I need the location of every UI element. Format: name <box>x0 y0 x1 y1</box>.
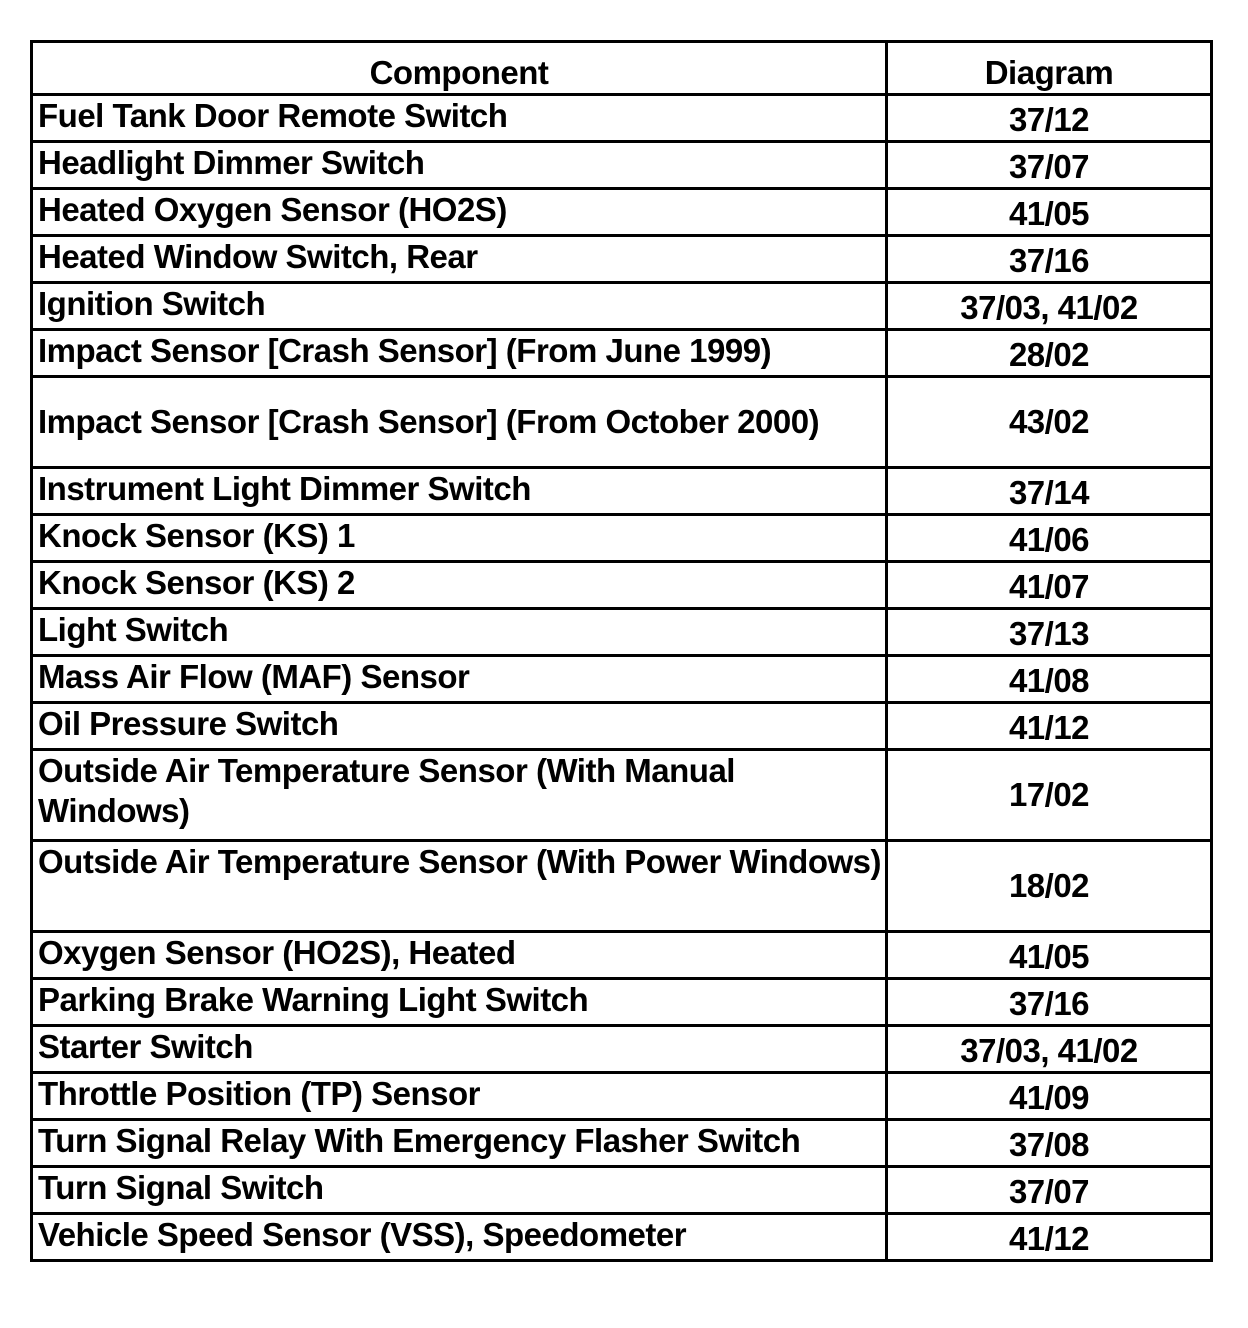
table-row <box>32 189 1212 236</box>
diagram-cell: 18/02 <box>887 841 1212 932</box>
table-row <box>32 656 1212 703</box>
diagram-cell: 37/13 <box>887 609 1212 656</box>
diagram-cell: 41/07 <box>887 562 1212 609</box>
component-cell: Turn Signal Relay With Emergency Flasher Switch <box>32 1120 887 1167</box>
table-row <box>32 95 1212 142</box>
column-header-component: Component <box>32 42 887 95</box>
diagram-cell: 41/08 <box>887 656 1212 703</box>
diagram-cell: 37/14 <box>887 468 1212 515</box>
table-row <box>32 468 1212 515</box>
table-header-row <box>32 42 1212 95</box>
diagram-cell: 28/02 <box>887 330 1212 377</box>
component-cell: Impact Sensor [Crash Sensor] (From October 2000) <box>32 377 887 468</box>
table-row <box>32 515 1212 562</box>
component-cell: Outside Air Temperature Sensor (With Manual Windows) <box>32 750 887 841</box>
diagram-cell: 41/06 <box>887 515 1212 562</box>
component-diagram-table <box>30 40 1213 1262</box>
diagram-cell: 43/02 <box>887 377 1212 468</box>
table-row <box>32 1167 1212 1214</box>
table-row <box>32 236 1212 283</box>
component-cell: Knock Sensor (KS) 2 <box>32 562 887 609</box>
diagram-cell: 37/07 <box>887 142 1212 189</box>
table-row <box>32 1120 1212 1167</box>
table-row <box>32 841 1212 932</box>
component-cell: Mass Air Flow (MAF) Sensor <box>32 656 887 703</box>
table-row <box>32 142 1212 189</box>
diagram-cell: 41/09 <box>887 1073 1212 1120</box>
table-row <box>32 1214 1212 1261</box>
component-cell: Fuel Tank Door Remote Switch <box>32 95 887 142</box>
diagram-cell: 37/03, 41/02 <box>887 283 1212 330</box>
table-row <box>32 562 1212 609</box>
diagram-cell: 37/08 <box>887 1120 1212 1167</box>
component-cell: Light Switch <box>32 609 887 656</box>
component-cell: Heated Window Switch, Rear <box>32 236 887 283</box>
component-cell: Headlight Dimmer Switch <box>32 142 887 189</box>
component-cell: Instrument Light Dimmer Switch <box>32 468 887 515</box>
component-cell: Ignition Switch <box>32 283 887 330</box>
table-row <box>32 1073 1212 1120</box>
diagram-cell: 41/12 <box>887 703 1212 750</box>
component-cell: Heated Oxygen Sensor (HO2S) <box>32 189 887 236</box>
diagram-cell: 41/12 <box>887 1214 1212 1261</box>
diagram-cell: 37/03, 41/02 <box>887 1026 1212 1073</box>
component-cell: Impact Sensor [Crash Sensor] (From June 1999) <box>32 330 887 377</box>
component-cell: Oil Pressure Switch <box>32 703 887 750</box>
diagram-cell: 17/02 <box>887 750 1212 841</box>
component-cell: Throttle Position (TP) Sensor <box>32 1073 887 1120</box>
component-cell: Knock Sensor (KS) 1 <box>32 515 887 562</box>
diagram-cell: 41/05 <box>887 189 1212 236</box>
table-row <box>32 932 1212 979</box>
diagram-cell: 41/05 <box>887 932 1212 979</box>
table-row <box>32 377 1212 468</box>
table-row <box>32 703 1212 750</box>
component-cell: Starter Switch <box>32 1026 887 1073</box>
table-row <box>32 750 1212 841</box>
component-cell: Vehicle Speed Sensor (VSS), Speedometer <box>32 1214 887 1261</box>
table-row <box>32 330 1212 377</box>
diagram-cell: 37/16 <box>887 979 1212 1026</box>
component-table-container <box>30 40 1210 1262</box>
column-header-diagram: Diagram <box>887 42 1212 95</box>
diagram-cell: 37/07 <box>887 1167 1212 1214</box>
component-cell: Turn Signal Switch <box>32 1167 887 1214</box>
table-row <box>32 1026 1212 1073</box>
component-cell: Oxygen Sensor (HO2S), Heated <box>32 932 887 979</box>
diagram-cell: 37/12 <box>887 95 1212 142</box>
table-row <box>32 609 1212 656</box>
table-row <box>32 979 1212 1026</box>
component-cell: Parking Brake Warning Light Switch <box>32 979 887 1026</box>
diagram-cell: 37/16 <box>887 236 1212 283</box>
component-cell: Outside Air Temperature Sensor (With Power Windows) <box>32 841 887 932</box>
table-row <box>32 283 1212 330</box>
